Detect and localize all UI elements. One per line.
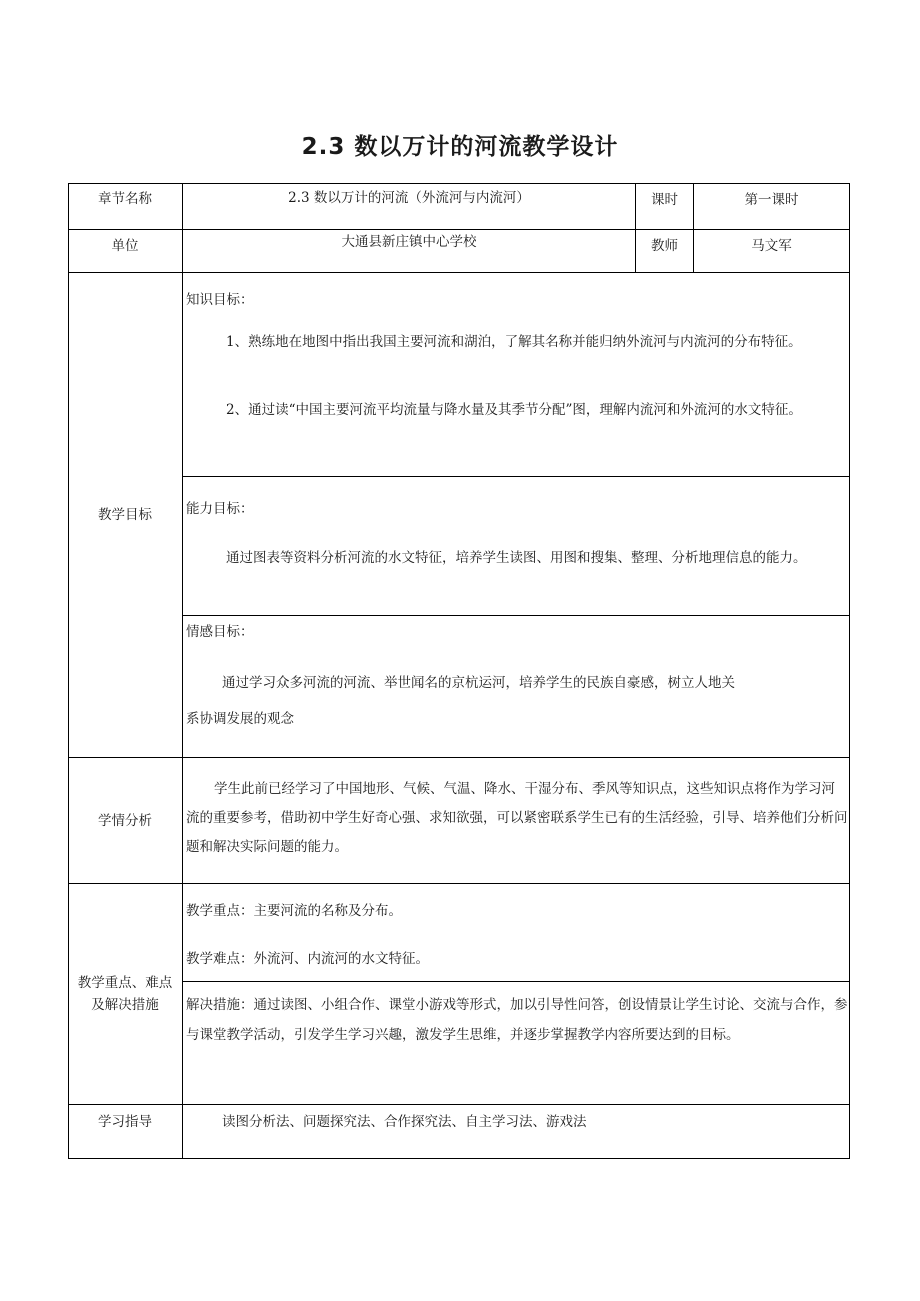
analysis-text: 学生此前已经学习了中国地形、气候、气温、降水、干湿分布、季风等知识点，这些知识点将作为学习河流的重要参考，借助初中学生好奇心强、求知欲强，可以紧密联系学生已有的生活经验，引导、培养他们分析问题和解决实际问题的能力。 [186,781,848,855]
teacher-value: 马文军 [751,238,792,254]
chapter-value: 2.3 数以万计的河流（外流河与内流河） [288,190,530,206]
table-border-bottom [68,1158,850,1159]
emotion-objective-line-1: 通过学习众多河流的河流、举世闻名的京杭运河，培养学生的民族自豪感，树立人地关 [222,675,735,691]
ability-objective: 通过图表等资料分析河流的水文特征，培养学生读图、用图和搜集、整理、分析地理信息的能力。 [226,550,807,566]
table-row-divider [68,757,850,758]
guidance-text: 读图分析法、问题探究法、合作探究法、自主学习法、游戏法 [222,1114,587,1130]
unit-value: 大通县新庄镇中心学校 [341,234,477,250]
table-sub-divider [182,981,850,982]
key-points-label [68,884,182,1104]
table-row-divider [68,272,850,273]
teaching-focus: 教学重点：主要河流的名称及分布。 [186,903,402,919]
knowledge-title: 知识目标： [186,292,254,308]
teaching-difficulty: 教学难点：外流河、内流河的水文特征。 [186,951,429,967]
guidance-label: 学习指导 [98,1114,152,1130]
period-label: 课时 [651,192,678,208]
solution-measures: 解决措施：通过读图、小组合作、课堂小游戏等形式，加以引导性问答，创设情景让学生讨论、交流与合作，参与课堂教学活动，引发学生学习兴趣，激发学生思维，并逐步掌握教学内容所要达到的目标。 [186,997,848,1043]
key-points-label-line-2: 及解决措施 [91,997,159,1013]
teacher-label: 教师 [651,238,678,254]
unit-label: 单位 [111,238,139,254]
objectives-label: 教学目标 [98,507,152,523]
document-title: 2.3 数以万计的河流教学设计 [301,134,619,160]
emotion-title: 情感目标： [186,624,254,640]
table-row-divider [68,883,850,884]
table-row-divider [68,1104,850,1105]
ability-title: 能力目标： [186,501,254,517]
knowledge-objective-1: 1、熟练地在地图中指出我国主要河流和湖泊，了解其名称并能归纳外流河与内流河的分布特征。 [226,334,802,350]
table-column-divider [182,183,183,1159]
emotion-objective-line-2: 系协调发展的观念 [186,711,294,727]
table-sub-divider [182,615,850,616]
lesson-plan-table [68,183,850,1159]
key-points-label-line-1: 教学重点、难点 [77,975,173,991]
table-sub-divider [182,476,850,477]
period-value: 第一课时 [744,192,799,208]
table-border-right [849,183,850,1159]
chapter-label: 章节名称 [98,191,152,207]
knowledge-objective-2: 2、通过读“中国主要河流平均流量与降水量及其季节分配”图，理解内流河和外流河的水文特征。 [226,402,802,418]
analysis-label: 学情分析 [98,812,152,829]
